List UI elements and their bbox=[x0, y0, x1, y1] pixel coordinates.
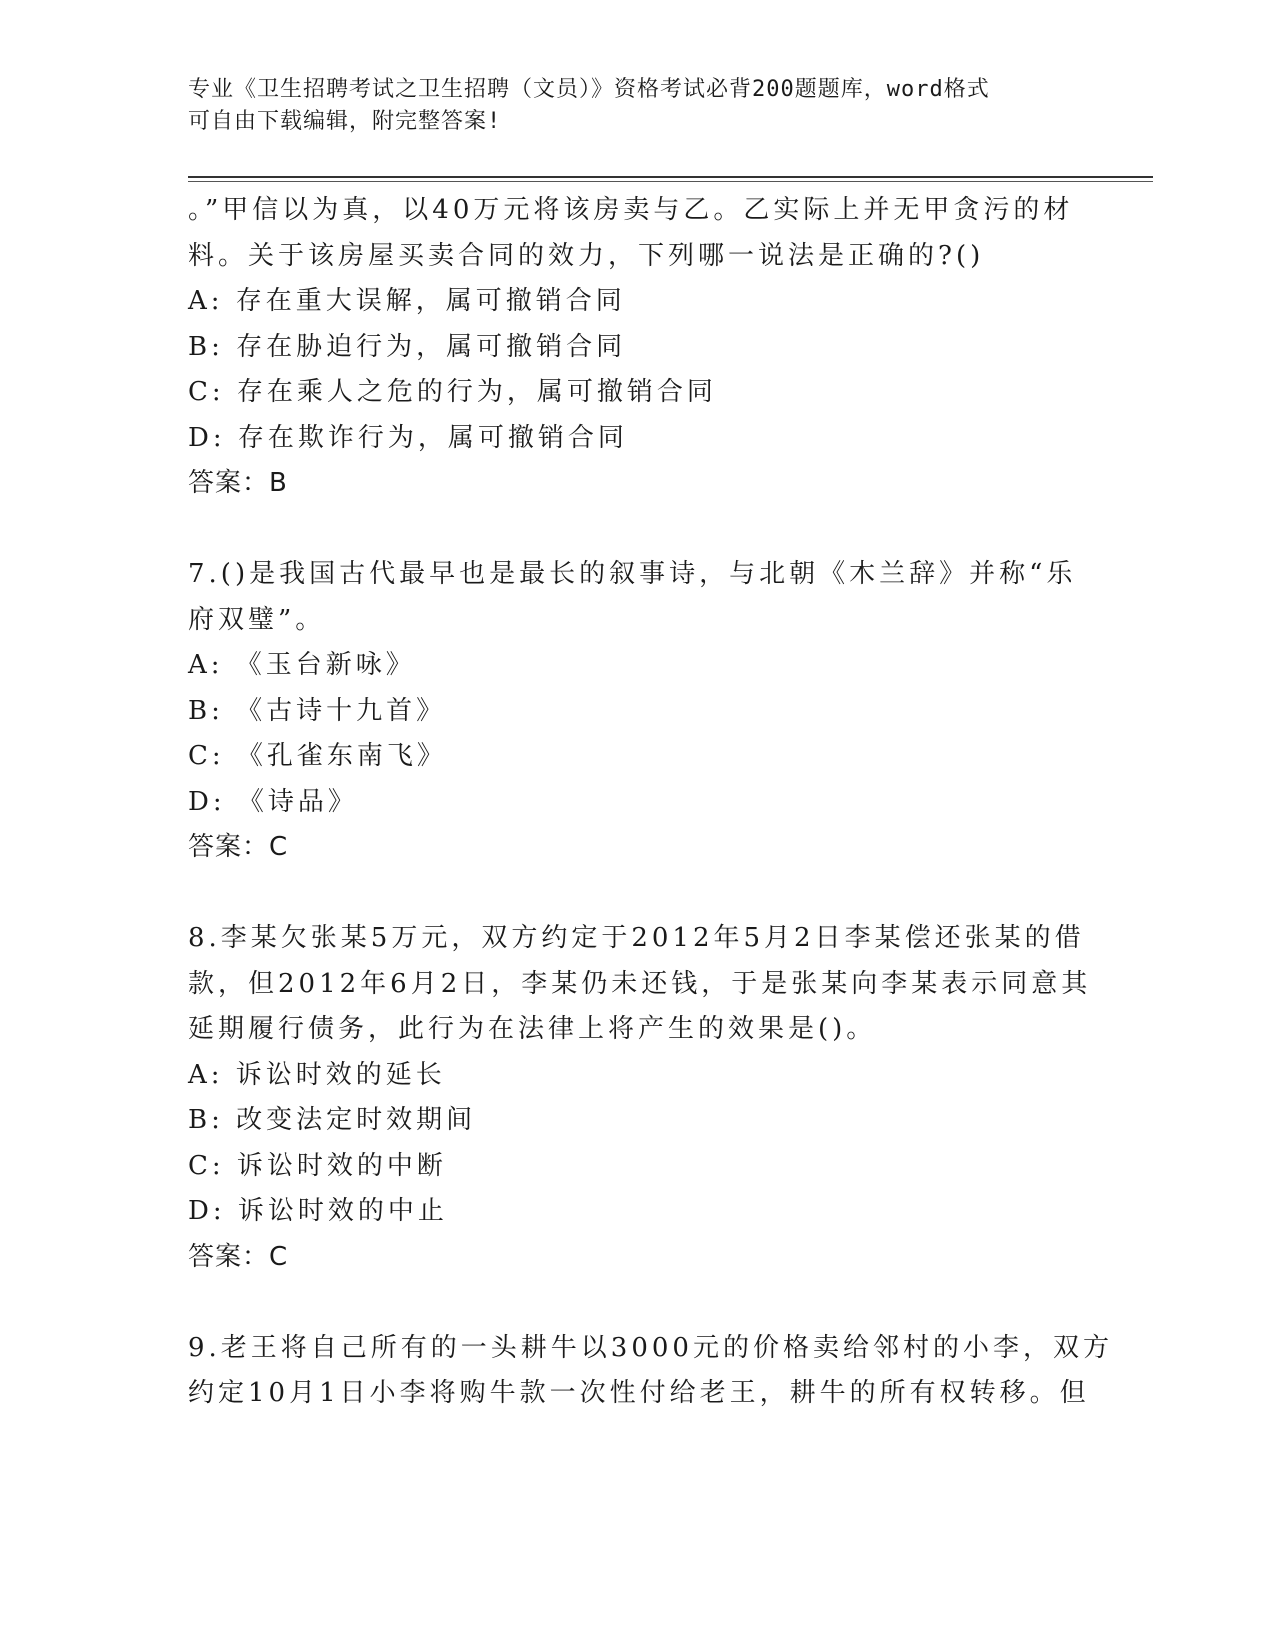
question-6-option-a: A: 存在重大误解，属可撤销合同 bbox=[188, 286, 626, 316]
question-spacer bbox=[188, 1280, 1088, 1326]
question-8-stem-line-1: 8.李某欠张某5万元，双方约定于2012年5月2日李某偿还张某的借 bbox=[188, 923, 1085, 953]
question-8-option-c: C: 诉讼时效的中断 bbox=[188, 1150, 447, 1181]
question-8-option-d: D: 诉讼时效的中止 bbox=[188, 1196, 448, 1226]
question-7-stem-line-2: 府双璧”。 bbox=[188, 604, 326, 635]
question-7-answer: 答案：C bbox=[188, 832, 289, 862]
question-8-answer: 答案：C bbox=[188, 1241, 289, 1272]
question-8-stem-line-3: 延期履行债务，此行为在法律上将产生的效果是()。 bbox=[188, 1014, 877, 1044]
question-8-option-b: B: 改变法定时效期间 bbox=[188, 1105, 477, 1135]
question-8-stem-line-2: 款，但2012年6月2日，李某仍未还钱，于是张某向李某表示同意其 bbox=[188, 968, 1092, 999]
question-7-option-d: D: 《诗品》 bbox=[188, 786, 358, 817]
question-8 bbox=[188, 916, 1092, 1280]
question-content bbox=[188, 188, 1113, 1417]
question-9-stem-line-1: 9.老王将自己所有的一头耕牛以3000元的价格卖给邻村的小李，双方 bbox=[188, 1332, 1113, 1363]
question-7 bbox=[188, 552, 1088, 871]
question-spacer bbox=[188, 507, 1088, 553]
question-6-stem-line-2: 料。关于该房屋买卖合同的效力，下列哪一说法是正确的?() bbox=[188, 240, 985, 271]
question-7-option-a: A: 《玉台新咏》 bbox=[188, 650, 416, 680]
question-6-option-c: C: 存在乘人之危的行为，属可撤销合同 bbox=[188, 377, 717, 407]
header-title-line-2: 可自由下载编辑，附完整答案! bbox=[188, 109, 502, 134]
question-spacer bbox=[188, 871, 1088, 917]
question-6-option-b: B: 存在胁迫行为，属可撤销合同 bbox=[188, 331, 627, 362]
question-7-stem-line-1: 7.()是我国古代最早也是最长的叙事诗，与北朝《木兰辞》并称“乐 bbox=[188, 559, 1077, 589]
header-title-line-1: 专业《卫生招聘考试之卫生招聘（文员）》资格考试必背200题题库，word格式 bbox=[188, 77, 990, 102]
question-7-option-b: B: 《古诗十九首》 bbox=[188, 695, 447, 726]
document-header bbox=[188, 74, 1068, 138]
question-6-answer: 答案：B bbox=[188, 468, 288, 498]
question-7-option-c: C: 《孔雀东南飞》 bbox=[188, 741, 447, 771]
question-6-option-d: D: 存在欺诈行为，属可撤销合同 bbox=[188, 422, 628, 453]
question-8-option-a: A: 诉讼时效的延长 bbox=[188, 1059, 446, 1090]
question-9 bbox=[188, 1326, 1113, 1417]
header-rule-thin bbox=[188, 181, 1153, 182]
header-rule-thick bbox=[188, 176, 1153, 178]
question-9-stem-line-2: 约定10月1日小李将购牛款一次性付给老王，耕牛的所有权转移。但 bbox=[188, 1378, 1090, 1408]
question-6-stem-line-1: 。”甲信以为真，以40万元将该房卖与乙。乙实际上并无甲贪污的材 bbox=[188, 195, 1074, 225]
question-6 bbox=[188, 188, 1088, 507]
